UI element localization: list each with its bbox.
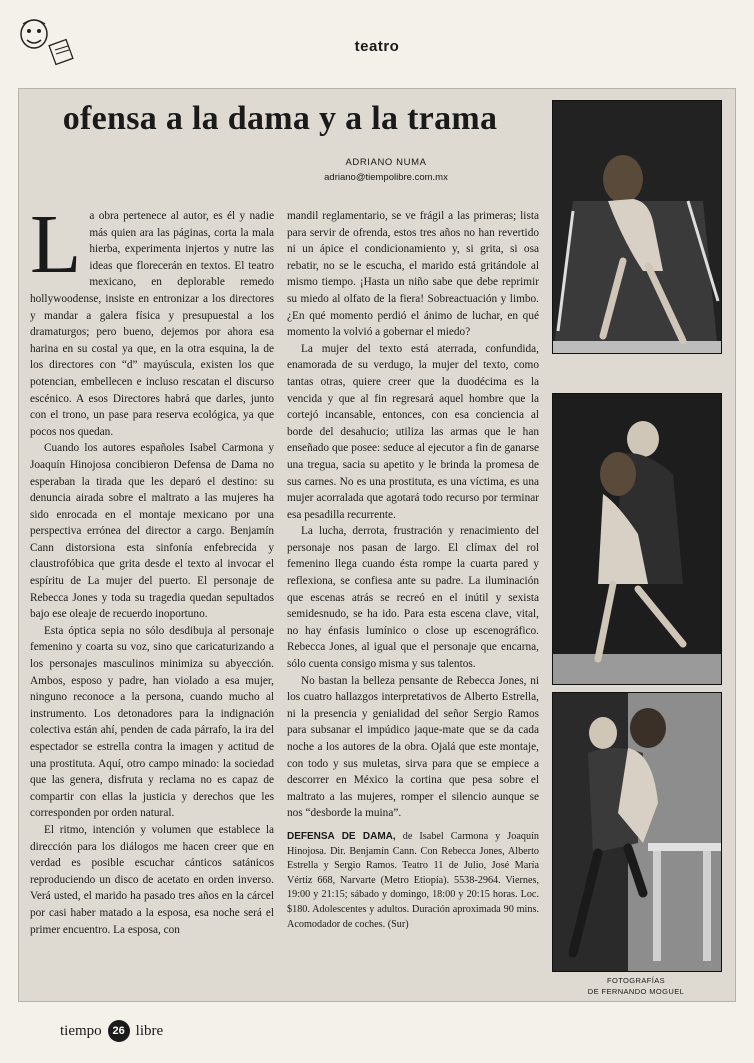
paragraph: La lucha, derrota, frustración y renacimiento del personaje nos pasan de largo. El clímax del rol femenino llega cuando ésta rompe la cuarta pared y reflexiona, se confiesa ante su padre. La iluminación que escenas atrás se recreó en el inútil y sexista semidesnudo, se ha ido. Para esta escena clave, vital, no hay énfasis lumínico o close up escenográfico. Rebecca Jones, al igual que el personaje que encarna, sólo cuenta consigo misma y sus talentos. [287, 525, 539, 671]
credits-text: de Isabel Carmona y Joaquín Hinojosa. Dir. Benjamín Cann. Con Rebecca Jones, Alberto Estrella y Sergio Ramos. Teatro 11 de Julio, José María Vértiz 668, Narvarte (Metro Etiopía). 5538-2964. Viernes, 19:00 y 21:15; sábado y domingo, 18:00 y 20:15 horas. Loc. $180. Adolescentes y adultos. Duración aproximada 90 mins. Acomodador de coches. (Sur) [287, 830, 540, 930]
paragraph: La obra pertenece al autor, es él y nadie más quien ara las páginas, corta la mala hierba, experimenta injertos y nutre las ideas que florecerán en textos. El teatro mexicano, en deplorable remedo hollywoodense, insiste en entronizar a los directores y mandar a galera física y presupuestal a los dramaturgos; pero bueno, dejemos por ahora esa harina en su costal ya que, en la otra esquina, la de los directores con “d” mayúscula, existen los que potencian, embellecen e incluso rescatan el discurso escénico. A esos Directores habrá que darles, junto con el trono, un pase para reserva ecológica, ya que pocos nos quedan. [30, 198, 274, 438]
author-name: ADRIANO NUMA [345, 157, 427, 168]
paragraph: mandil reglamentario, se ve frágil a las primeras; lista para servir de ofrenda, estos tres años no han revertido ni un ápice el condicionamiento y, si grita, si osa rebatir, no se le escucha, el marido está gritándole al mismo tiempo. ¡Hasta un niño sabe que debe reprimir su miedo al olfato de la fiera! Sobreactuación y limbo. ¿En qué momento perdió el ánimo de luchar, en qué momento la volvió a gobernar el miedo? [287, 210, 539, 339]
photo-1 [552, 100, 722, 354]
page-number: 26 [108, 1020, 130, 1042]
paragraph: No bastan la belleza pensante de Rebecca Jones, ni los cuatro hallazgos interpretativos de Alberto Estrella, ni la presencia y genialidad del señor Sergio Ramos para subsanar el impúdico jaque-mate que se da cada noche a los autores de la obra. Ojalá que este montaje, con todo y sus muletas, sirva para que se empiece a descorrer en México la cortina que pesa sobre el maltrato a las mujeres, romper el silencio aunque se nos “desborde la muina”. [287, 674, 539, 820]
article-column-2 [287, 208, 539, 932]
caption-line-2: DE FERNANDO MOGUEL [587, 987, 685, 996]
photo-2 [552, 393, 722, 685]
paragraph: Esta óptica sepia no sólo desdibuja al personaje femenino y coarta su voz, sino que caricaturizando a los personajes masculinos minimiza su abyección. Ambos, esposo y padre, han violado a esa mujer, ninguno reconoce a la persona, cuando mucho al instrumento. Los detonadores para la indignación colectiva están ahí, penden de cada párrafo, la ira del espectador se estrella contra la imagen y actitud de una prostituta. Aquí, otro campo minado: la sociedad que las genera, disfruta y reclama no es capaz de compartir con ellas la justicia y derechos que les corresponden por orden natural. [30, 624, 274, 820]
photo-caption [552, 975, 720, 997]
byline [236, 155, 536, 185]
article-title: ofensa a la dama y a la trama [62, 100, 498, 137]
footer-brand-right: libre [135, 1022, 164, 1039]
paragraph: La mujer del texto está aterrada, confundida, enamorada de su verdugo, la mujer del texto, como tantas otras, quiere creer que la duodécima es la vencida y que al fin regresará aquel hombre que la cortejó incansable, entonces, con esa conciencia al borde del desahucio; utiliza las armas que le han enseñado que posee: seduce al ejecutor a fin de ganarse una tregua, sacia su apetito y le brinda la promesa de sus carnes. No es una prostituta, es una víctima, es una mujer acorralada que agotará todo recurso por terminar esa pesadilla recurrente. [287, 342, 539, 521]
credits-title: DEFENSA DE DAMA, [287, 830, 396, 842]
section-label: teatro [354, 38, 400, 55]
author-email[interactable]: adriano@tiempolibre.com.mx [324, 172, 448, 183]
caption-line-1: FOTOGRAFÍAS [606, 976, 666, 985]
paragraph: El ritmo, intención y volumen que establece la dirección para los diálogos me hacen creer que en verdad es posible escuchar cánticos satánicos reproduciendo un disco de acetato en orden inverso. Verá usted, el marido ha pasado tres años en la cárcel por casi haber matado a la esposa, esa noche será el primer encuentro. La esposa, con [30, 823, 274, 936]
drop-cap: L [30, 198, 82, 291]
paragraph: Cuando los autores españoles Isabel Carmona y Joaquín Hinojosa concibieron Defensa de Dama no esperaban la tirada que les deparó el destino: su denuncia airada sobre el maltrato a las mujeres ha sido enrocada en el montaje mexicano por una perspectiva errónea del director a cargo. Benjamín Cann distorsiona esta sinfonía enfebrecida y claustrofóbica que grita desde el texto al invocar el espíritu de La mujer del puerto. El personaje de Rebecca Jones y toda su tragedia quedan sepultados bajo ese oleaje de recuerdo inoportuno. [30, 442, 274, 621]
production-credits [287, 830, 539, 932]
footer [60, 1020, 163, 1042]
photo-3 [552, 692, 722, 972]
article-column-1 [30, 198, 274, 938]
footer-brand-left: tiempo [60, 1022, 102, 1039]
